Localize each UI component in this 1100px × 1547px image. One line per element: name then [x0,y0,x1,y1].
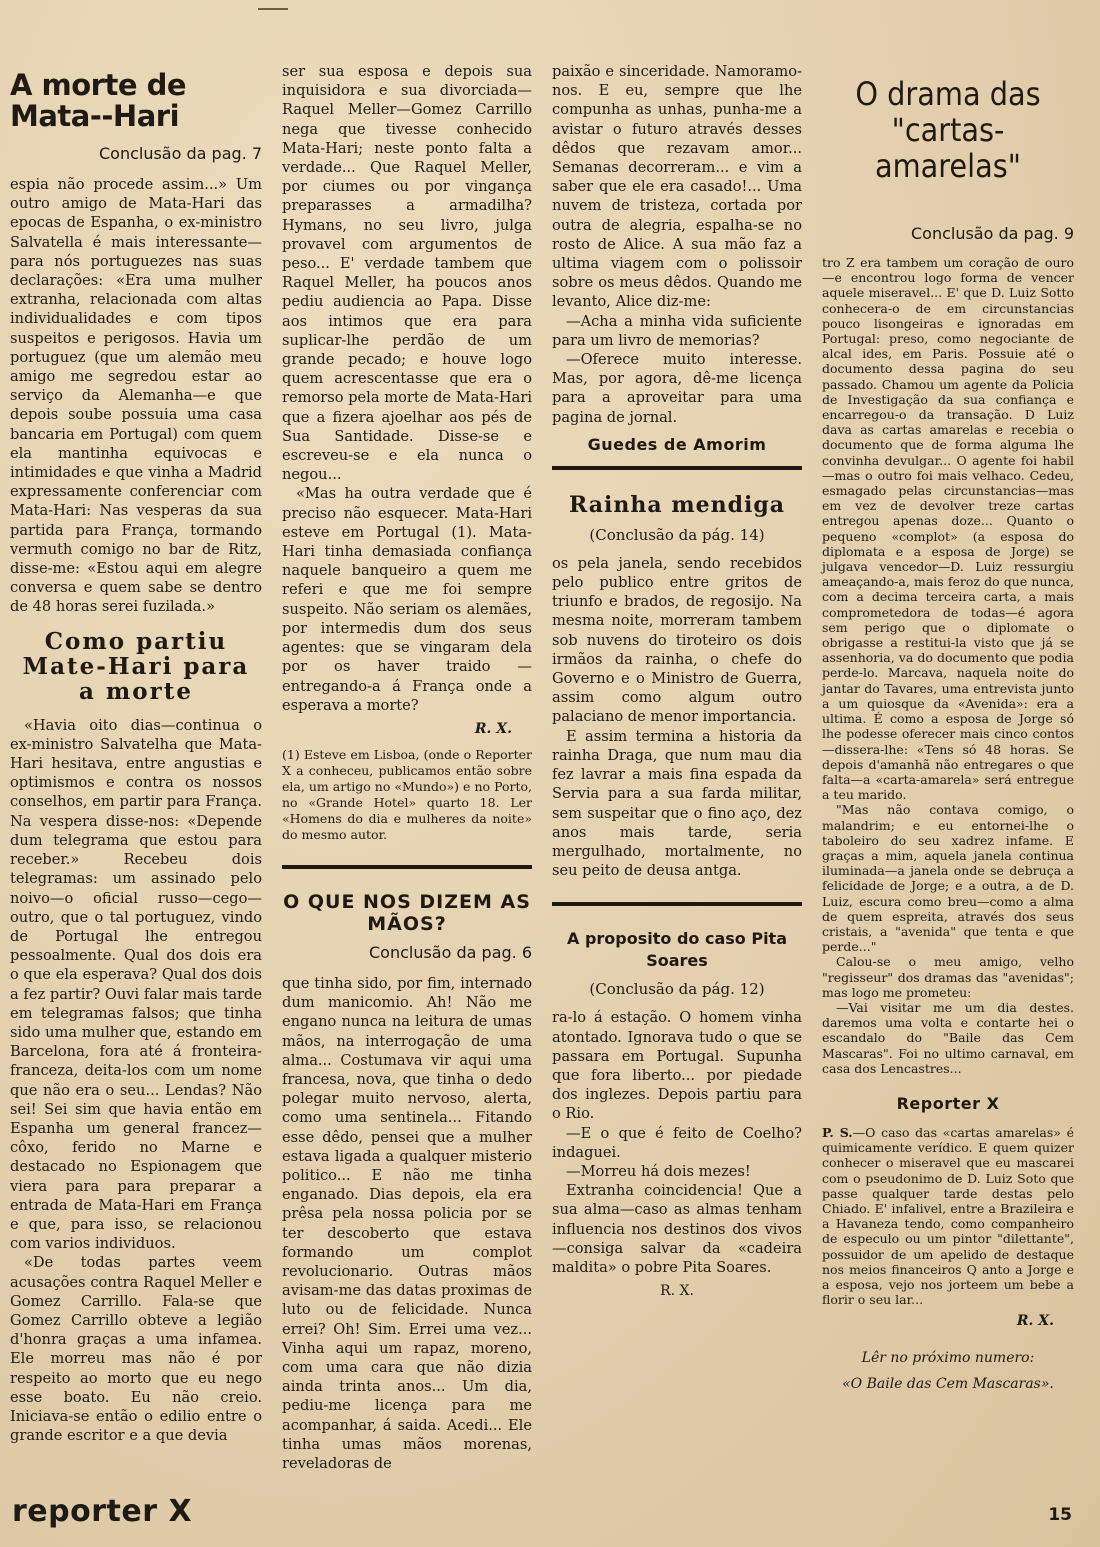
article-paragraph: "Mas não contava comigo, o malandrim; e eu entornei-lhe o taboleiro do seu xadrez infame. E graças a mim, aquela janela continua iluminada—a janela onde se debruça a felicidade de Jorge; e a outra, a de D. Luiz, escura como breu—como a alma de quem espreita, através dos seus cristais, a "avenida" que tenta e que perde..." [822,802,1074,955]
byline-author: Guedes de Amorim [587,434,767,454]
article-body-small [822,255,1074,1076]
headline-rainha-mendiga: Rainha mendiga [569,491,785,518]
next-issue-label: Lêr no próximo numero: [861,1350,1035,1367]
headline-pita-soares: A proposito do caso Pita Soares [567,929,787,971]
next-issue-note [822,1345,1074,1397]
column-1 [10,62,262,1445]
article-paragraph: paixão e sinceridade. Namoramo-nos. E eu, sempre que lhe compunha as unhas, punha-me a avistar o futuro através desses dêdos que rezavam amor... Semanas decorreram... e vim a saber que ele era casado!... Uma nuvem de tristeza, cortada por outra de alegria, espalha-se no rosto de Alice. A sua mão faz a ultima viagem com o polissoir sobre os meus dêdos. Quando me levanto, Alice diz-me: [552,63,802,311]
continued-note: Conclusão da pag. 9 [910,224,1074,243]
continued-note: Conclusão da pag. 7 [98,144,262,163]
signature: R. X. [660,1283,694,1300]
headline-cartas-amarelas: O drama das "cartas-amarelas" [855,75,1041,185]
ps-label: P. S. [822,1124,853,1140]
headline-mata-hari: A morte de Mata--Hari [10,68,187,133]
article-paragraph: «Mas ha outra verdade que é preciso não esquecer. Mata-Hari esteve em Portugal (1). Mata-Hari tinha demasiada confiança naquele banqueiro a quem me referi e que me foi sempre suspeito. Não seriam os alemães, por intermedis dum dos seus agentes: que se vingaram dela por os haver traido — entregando-a á França onde a esperava a morte? [282,485,532,714]
article-paragraph: —Vai visitar me um dia destes. daremos uma volta e contarte hei o escandalo do "Baile das Cem Mascaras". Foi no ultimo carnaval, em casa dos Lencastres... [822,999,1074,1076]
page-number: 15 [1048,1505,1072,1525]
continued-note: (Conclusão da pág. 14) [589,525,765,544]
column-3 [552,62,802,1305]
divider-rule [282,865,532,869]
signature: R. X. [474,720,512,737]
article-paragraph: Extranha coincidencia! Que a sua alma—caso as almas tenham influencia nos destinos dos vivos—consiga salvar da «cadeira maldita» o pobre Pita Soares. [552,1182,802,1276]
footnote: (1) Esteve em Lisboa, (onde o Reporter X a conheceu, publicamos então sobre ela, um artigo no «Mundo») e no Porto, no «Grande Hotel» quarto 18. Ler «Homens do dia e mulheres da noite» do mesmo autor. [282,746,532,842]
column-2 [282,62,532,1473]
ps-text: —O caso das «cartas amarelas» é quimicamente verídico. E quem quizer conhecer o miseravel que eu mascarei com o pseudonimo de D. Luiz Soto que passe qualquer tarde destas pelo Chiado. E' infalivel, entre a Brazileira e a Havaneza tendo, como companheiro de especulo ou um pintor "dilettante", possuidor de um apelido de destaque nos meios financeiros Q anto a Jorge e a esposa, vejo nos jorteem um bebe a florir o seu lar... [822,1124,1075,1308]
subheadline-como-partiu: Como partiu Mate-Hari para a morte [22,627,250,705]
article-paragraph: ra-lo á estação. O homem vinha atontado. Ignorava tudo o que se passara em Portugal. Supunha que fora liberto... por piedade dos inglezes. Depois partiu para o Rio. [552,1009,802,1123]
article-paragraph: —Oferece muito interesse. Mas, por agora, dê-me licença para a aproveitar para uma pagina de jornal. [552,351,802,426]
print-mark [258,8,288,10]
article-paragraph: que tinha sido, por fim, internado dum manicomio. Ah! Não me engano nunca na leitura de umas mãos, na interrogação de uma alma... Costumava vir aqui uma francesa, nova, que tinha o dedo polegar muito nervoso, alerta, como uma sentinela... Fitando esse dêdo, pensei que a mulher estava ligada a qualquer misterio politico... E não me tinha enganado. Dias depois, ela era prêsa pela nossa policia por se ter descoberto que estava formando um complot revolucionario. Outras mãos avisam-me das datas proximas de luto ou de felicidade. Nunca errei? Oh! Sim. Errei uma vez... Vinha aqui um rapaz, moreno, com uma cara que não dizia ainda trinta anos... Um dia, pediu-me licença para me acompanhar, á saida. Acedi... Ele tinha umas mãos morenas, reveladoras de [282,974,532,1472]
article-paragraph: E assim termina a historia da rainha Draga, que num mau dia fez lavrar a mais fina espada da Servia para a sua farda militar, sem suspeitar que o fino aço, dez anos mais tarde, seria mergulhado, mortalmente, no seu peito de deusa antga. [552,727,802,880]
postscript [822,1125,1074,1307]
masthead-logo: reporter X [12,1494,193,1529]
article-paragraph: «Havia oito dias—continua o ex-ministro Salvatelha que Mata-Hari hesitava, entre angustias e optimismos e contra os nossos conselhos, em partir para França. Na vespera disse-nos: «Depende dum telegrama que estou para receber.» Recebeu dois telegramas: um assinado pelo noivo—o oficial russo—cego—outro, que o tal portuguez, vindo de Portugal lhe entregou pessoalmente. Qual dos dois era o que ela esperava? Qual dos dois a fez partir? Ouvi falar mais tarde em telegramas falsos; que tinha sido uma mulher que, estando em Barcelona, fora até á fronteira-franceza, deita-los com um nome que não era o seu... Lendas? Não sei! Sei sim que havia então em Espanha um general francez—côxo, ferido no Marne e destacado no Espionagem que viera para para preparar a entrada de Mata-Hari em França e que, para isso, se relacionou com varios individuos. [10,716,262,1253]
continued-note: Conclusão da pag. 6 [368,942,532,962]
divider-rule [552,902,802,906]
article-paragraph: —Acha a minha vida suficiente para um livro de memorias? [552,312,802,349]
article-paragraph: Calou-se o meu amigo, velho "regisseur" dos dramas das "avenidas"; mas logo me prometeu: [822,954,1074,1000]
byline-author: Reporter X [896,1093,1000,1113]
divider-rule [552,466,802,470]
column-4 [822,62,1074,1397]
article-paragraph: os pela janela, sendo recebidos pelo publico entre gritos de triunfo e brados, de regosijo. Na mesma noite, morreram tambem sob nuvens do tiroteiro os dois irmãos da rainha, o chefe do Governo e o Ministro de Guerra, assim como algum outro palaciano de menor importancia. [552,554,802,726]
headline-maos: O QUE NOS DIZEM AS MÃOS? [283,890,531,935]
article-paragraph: «De todas partes veem acusações contra Raquel Meller e Gomez Carrillo. Fala-se que Gomez Carrillo obteve a legião d'honra graças a uma infamea. Ele morreu mas não é por respeito ao morto que eu nego esse boato. Eu não creio. Iniciava-se então o edilio entre o grande escritor e a que devia [10,1254,262,1445]
article-paragraph: espia não procede assim...» Um outro amigo de Mata-Hari das epocas de Espanha, o ex-ministro Salvatella é mais interessante—para nós portuguezes nas suas declarações: «Era uma mulher extranha, relacionada com altas individualidades e com tipos suspeitos e perigosos. Havia um portuguez (que um alemão meu amigo me segredou estar ao serviço da Alemanha—e que depois soube possuia uma casa bancaria em Portugal) com quem ela mantinha equivocas e intimidades e que vinha a Madrid expressamente conferenciar com Mata-Hari: Nas vesperas da sua partida para França, tormando vermuth comigo no bar de Ritz, disse-me: «Estou aqui em alegre conversa e quem sabe se dentro de 48 horas serei fuzilada.» [10,176,262,616]
article-paragraph: tro Z era tambem um coração de ouro—e encontrou logo forma de vencer aquele miseravel... E' que D. Luiz Sotto conhecera-o de em circunstancias pouco lisongeiras e ignoradas em Portugal: preso, como negociante de alcal ides, em Paris. Possuie até o documento dessa pagina do seu passado. Chamou um agente da Policia de Investigação da sua confiança e encarregou-o da transação. D Luiz dava as cartas amarelas e recebia o documento que de forma alguma lhe convinha devulgar... O agente foi habil—mas o outro foi mais velhaco. Cedeu, esmagado pelas circunstancias—mas em vez de devolver treze cartas entregou apenas doze... Quanto o pequeno «complot» (a esposa do diplomata e a esposa de Jorge) se julgava vencedor—D. Luiz ressurgiu ameaçando-a, mais feroz do que nunca, com a decima terceira carta, a mais comprometedora de todas—é agora sem perigo que o diplomate o obrigasse a restitui-la visto que já se assenhoria, va do documento que podia perde-lo. Marcava, naquela noite do jantar do Tavares, uma entrevista junto a um quiosque da «Avenida»: era a ultima. É como a esposa de Jorge só lhe podesse oferecer mais cinco contos—dissera-lhe: «Tens só 48 horas. Se depois d'amanhã não entregares o que falta—a «carta-amarela» será entregue a teu marido. [822,255,1074,803]
article-paragraph: —E o que é feito de Coelho? indaguei. [552,1124,802,1161]
article-paragraph: —Morreu há dois mezes! [566,1162,751,1180]
continued-note: (Conclusão da pág. 12) [589,980,765,999]
article-paragraph: ser sua esposa e depois sua inquisidora e sua divorciada—Raquel Meller—Gomez Carrillo nega que tivesse conhecido Mata-Hari; neste ponto falta a verdade... Que Raquel Meller, por ciumes ou por vingança preparasses a armadilha? Hymans, no seu livro, julga provavel com argumentos de peso... E' verdade tambem que Raquel Meller, ha poucos anos pediu audiencia ao Papa. Disse aos intimos que era para suplicar-lhe perdão de um grande pecado; e houve logo quem acrescentasse que era o remorso pela morte de Mata-Hari que a fizera ajoelhar aos pés de Sua Santidade. Disse-se e escreveu-se e ela nunca o negou... [282,63,532,484]
next-issue-title: «O Baile das Cem Mascaras». [842,1376,1054,1393]
signature: R. X. [1016,1313,1054,1330]
